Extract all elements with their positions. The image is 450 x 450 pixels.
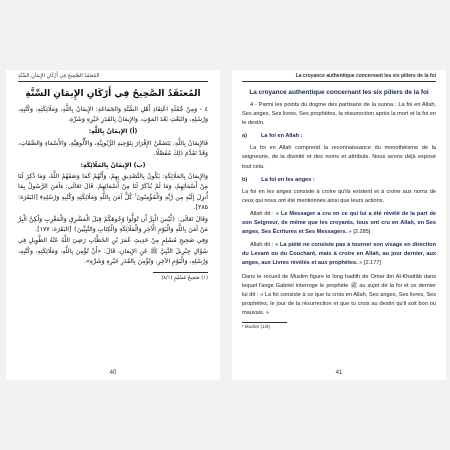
quote-2-text: « La piété ne consiste pas à tourner son visage en direction du Levant ou du Couchant, mais à croire en Allah, au jour dernier, aux anges, aux Livres révélés et aux prophètes. <box>242 242 436 267</box>
ar-paragraph: فَالإِيمَانُ بِاللَّهِ: يَتَضَمَّنُ الإِقْرَارَ بِتَوْحِيدِ الرُّبُوبِيَّةِ، وَالأُلُوهِيَّةِ، وَالأَسْمَاءِ وَالصِّفَاتِ، وَقَدْ تَقَدَّمَ ذَلِكَ مُفَصَّلًا. <box>18 139 208 157</box>
right-footnote: ¹ Muslim (1/8) <box>242 323 271 329</box>
quote-1 <box>242 210 436 237</box>
quote-2-ref: » [2.177] <box>359 260 382 267</box>
footnote-rule <box>153 272 208 273</box>
arabic-body <box>18 105 208 267</box>
section-a-heading <box>242 132 436 141</box>
ar-paragraph: وَالإِيمَانُ بِالمَلَائِكَةِ: يَكُونُ بِالتَّصْدِيقِ بِهِمْ، وَأَنَّهُمْ كَمَا وَصَفَهُمُ اللَّهُ، وَمَا ذُكِرَ لَنَا مِنْ أَسْمَائِهِمْ، وَمَا لَمْ يُذْكَرْ لَنَا مِنْ أَسْمَائِهِمْ. قَالَ تَعَالَى: ﴿آمَنَ الرَّسُولُ بِمَا أُنزِلَ إِلَيْهِ مِن رَّبِّهِ وَالْمُؤْمِنُونَ ۚ كُلٌّ آمَنَ بِاللَّهِ وَمَلَائِكَتِهِ وَكُتُبِهِ وَرُسُلِهِ﴾ [البَقَرَة: ٢٨٥]. <box>18 173 208 211</box>
right-page-title: La croyance authentique concernant les six piliers de la foi <box>249 89 429 96</box>
left-running-header: المُعتَقَدُ الصَّحِيحُ فِي أَرْكَانِ الإِيمَانِ السِّتَّةِ <box>18 70 208 82</box>
footnote-rule <box>242 322 287 323</box>
ar-paragraph: وَقَالَ تَعَالَى: ﴿لَّيْسَ الْبِرَّ أَن تُوَلُّوا وُجُوهَكُمْ قِبَلَ الْمَشْرِقِ وَالْمَغْرِبِ وَلَٰكِنَّ الْبِرَّ مَنْ آمَنَ بِاللَّهِ وَالْيَوْمِ الْآخِرِ وَالْمَلَائِكَةِ وَالْكِتَابِ وَالنَّبِيِّينَ﴾ [البَقَرَة: ١٧٧]. <box>18 215 208 233</box>
section-a-title: La foi en Allah : <box>260 133 303 140</box>
quote-1-intro: Allah dit : <box>250 210 274 217</box>
hadith-paragraph: Dans le recueil de Muslim figure le long hadith de Omar ibn Al-Khattâb dans lequel l'ange Gabriel interroge le prophète ﷺ au sujet de la foi et ce dernier lui dit : « La foi consiste à ce que tu crois en Allah, Ses anges, Ses livres, Ses prophètes, le jour de la résurrection et que tu crois au destin qu'il soit bon ou mauvais. » <box>242 273 436 316</box>
right-page <box>232 70 446 380</box>
left-page <box>6 70 220 380</box>
french-body <box>242 101 436 318</box>
ar-subheading: (أ) الإِيمَانُ بِاللَّهِ: <box>88 127 138 135</box>
fr-intro: 4 - Parmi les points du dogme des partisans de la sunna : La foi en Allah, Ses anges, Ses livres, Ses prophètes, la résurrection après la mort et la foi en le destin. <box>242 102 436 127</box>
right-page-number: 41 <box>335 370 343 376</box>
section-a-letter: a) <box>242 133 247 140</box>
ar-paragraph: ٤ - وَمِنْ جُمْلَةِ اعْتِقَادِ أَهْلِ السُّنَّةِ وَالجَمَاعَةِ: الإِيمَانُ بِاللَّهِ، وَمَلَائِكَتِهِ، وَكُتُبِهِ، وَرُسُلِهِ، وَالبَعْثِ بَعْدَ المَوْتِ، وَالإِيمَانُ بِالقَدَرِ خَيْرِهِ وَشَرِّهِ. <box>18 106 208 124</box>
quote-1-text: « Le Messager a cru en ce qui lui a été révélé de la part de son Seigneur, de même que les croyants, tous ont cru en Allah, en Ses anges, Ses Écritures et Ses Messagers. <box>242 210 436 236</box>
right-running-header: La croyance authentique concernant les six piliers de la foi <box>242 70 436 82</box>
section-b-letter: b) <box>242 176 248 183</box>
section-a-text: La foi en Allah comprend la reconnaissance du monothéisme de la seigneurie, de la divinité et des noms et attributs. Nous avons déjà exposé tout cela. <box>242 145 436 170</box>
quote-2 <box>242 241 436 268</box>
section-b-heading <box>242 176 436 185</box>
ar-paragraph: وَفِي صَحِيحِ مُسْلِمٍ مِنْ حَدِيثِ عُمَرَ بْنِ الخَطَّابِ رَضِيَ اللَّهُ عَنْهُ الطَّوِيلِ فِي سُؤَالِ جِبْرِيلَ النَّبِيَّ ﷺ عَنِ الإِيمَانِ، قَالَ: «أَنْ تُؤْمِنَ بِاللَّهِ، وَمَلَائِكَتِهِ، وَكُتُبِهِ، وَرُسُلِهِ، وَالْيَوْمِ الآخِرِ، وَتُؤْمِنَ بِالقَدَرِ خَيْرِهِ وَشَرِّهِ». <box>18 237 208 265</box>
left-footnote: (١) صَحِيحُ مُسْلِمٍ (٨/١) <box>161 275 208 282</box>
section-b-text: La foi en les anges consiste à croire qu'ils existent et à croire aux noms de ceux qui nous ont été mentionnés ainsi que leurs actions. <box>242 188 436 204</box>
ar-subheading: (ب) الإِيمَانُ بِالمَلَائِكَةِ: <box>80 161 146 169</box>
quote-2-intro: Allah dit : <box>250 242 274 249</box>
left-page-number: 40 <box>109 370 117 376</box>
quote-1-ref: » [2.285] <box>348 229 371 236</box>
section-b-title: La foi en les anges : <box>261 176 315 183</box>
left-page-title: المُعتَقَدُ الصَّحِيحُ فِي أَرْكَانِ الإِيمَانِ السِّتَّةِ <box>25 89 201 99</box>
